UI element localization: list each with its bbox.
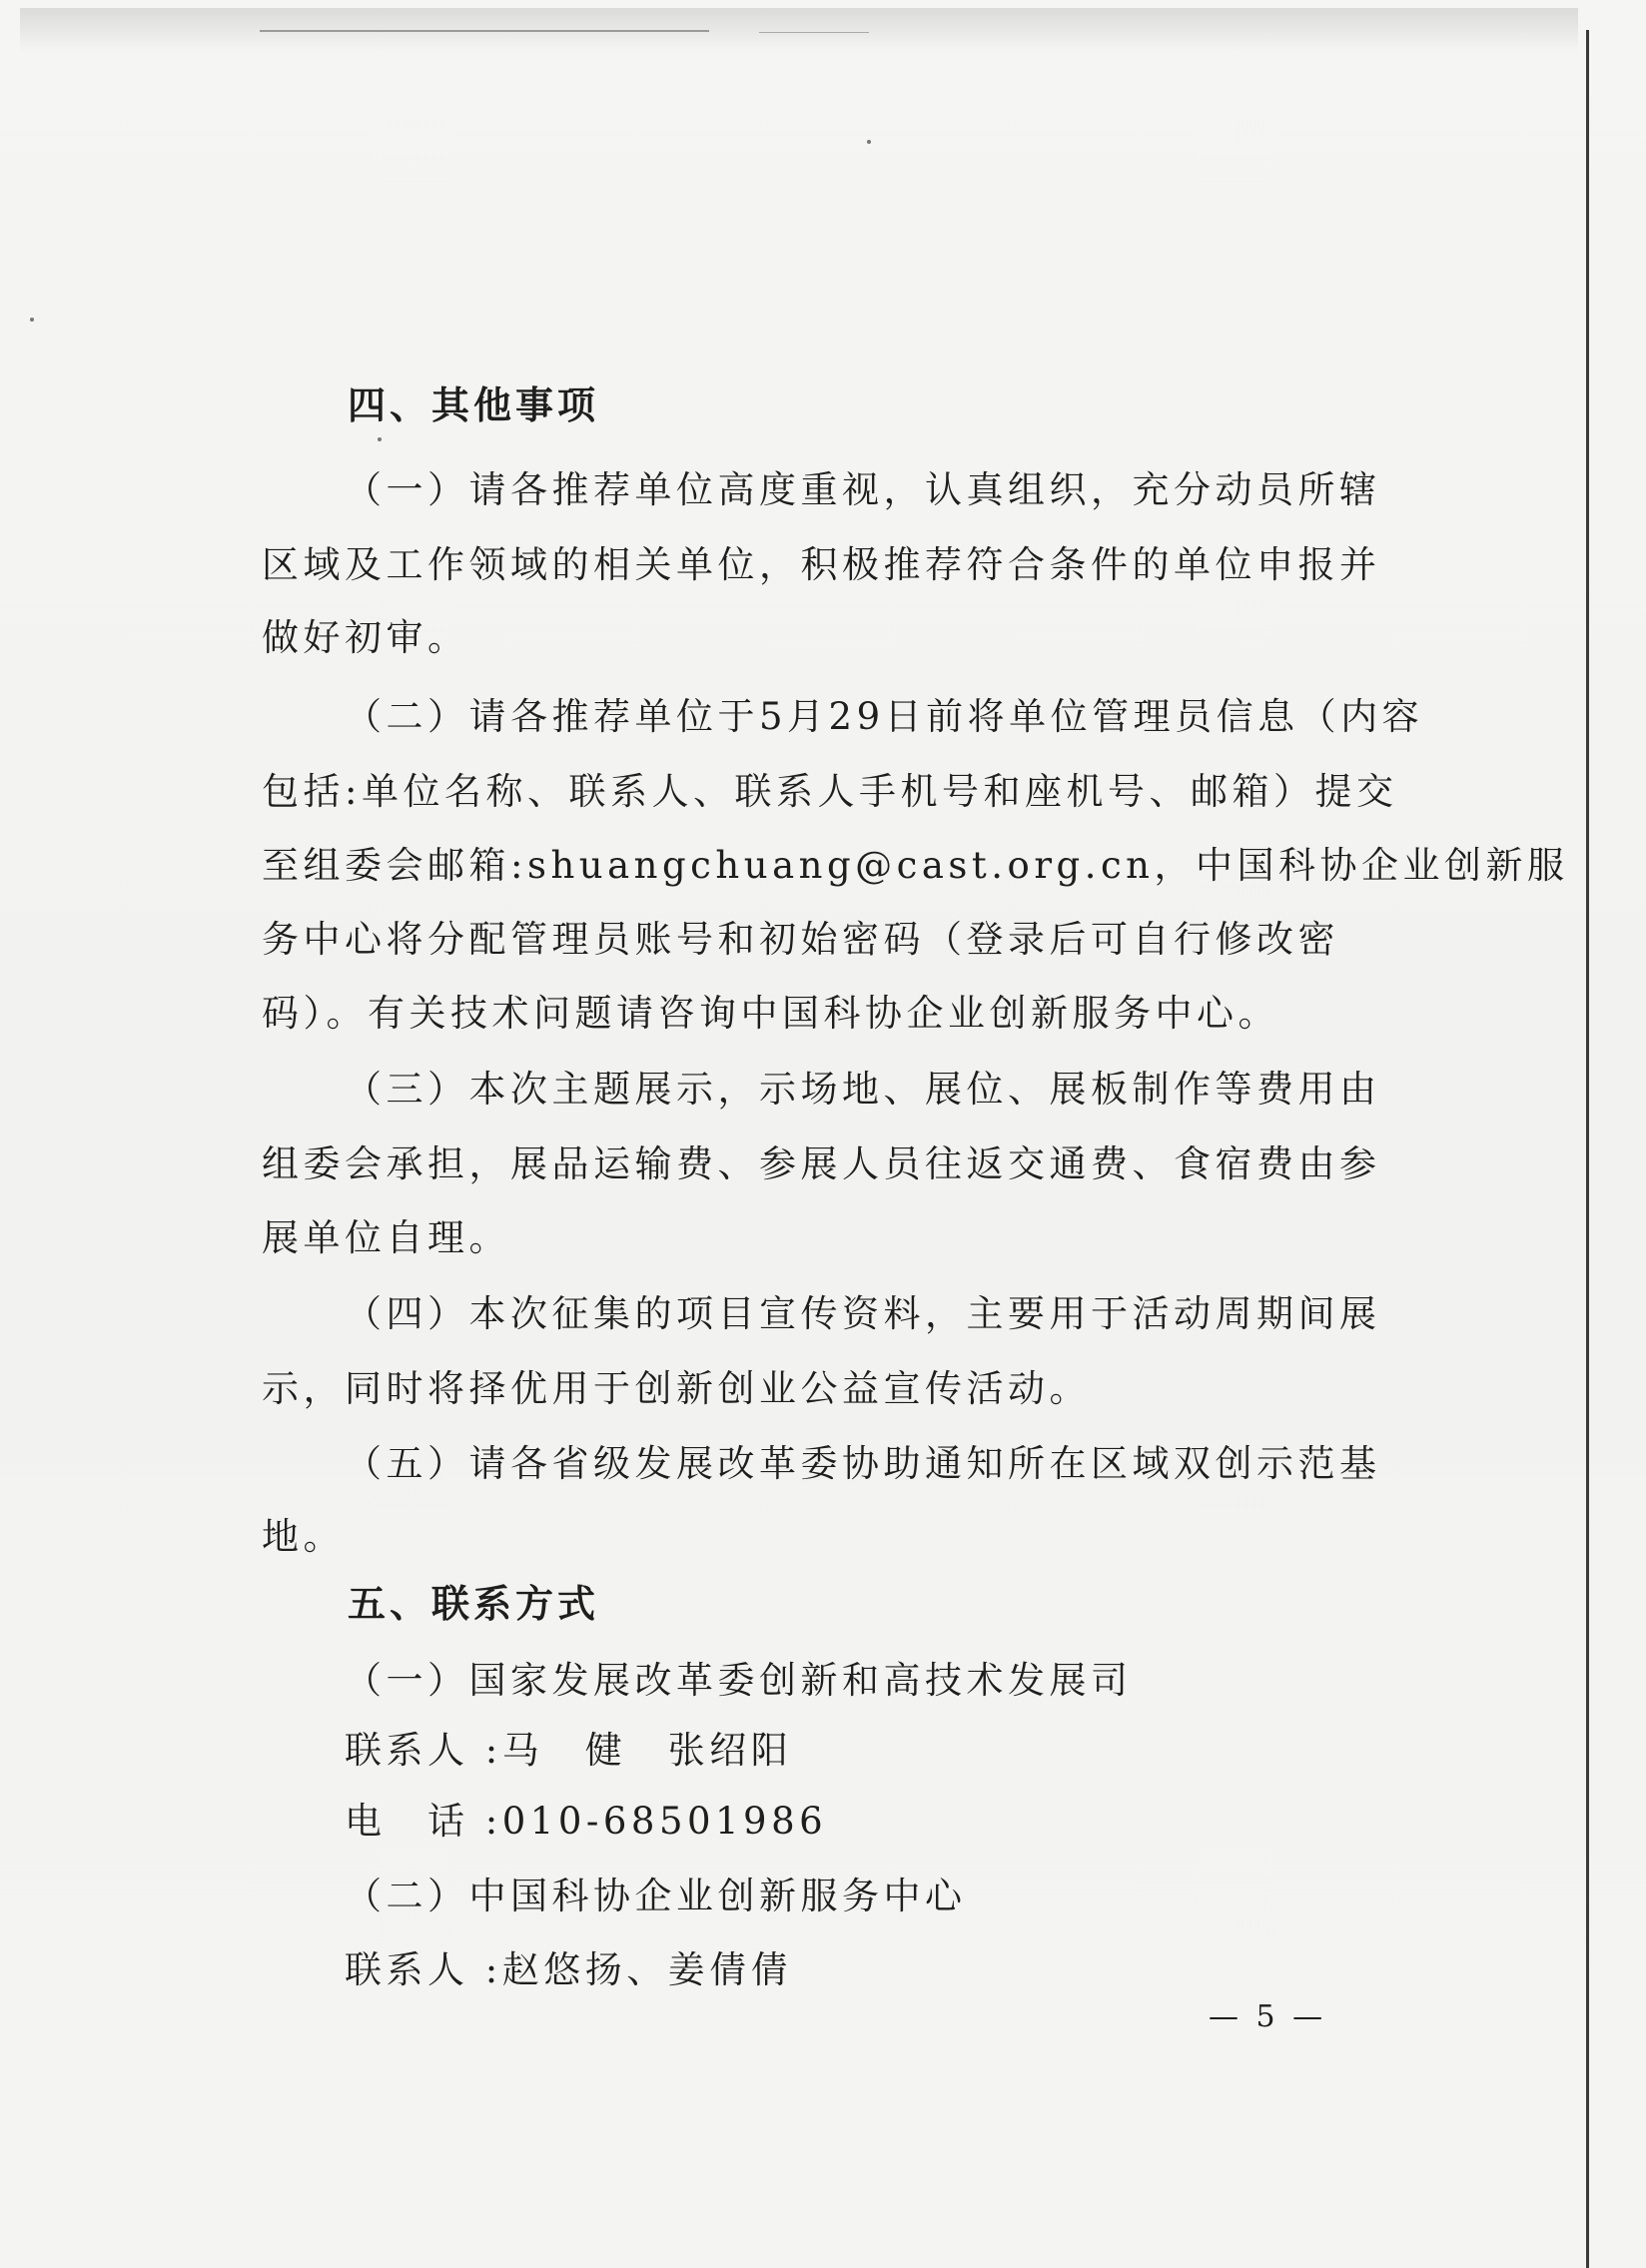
paragraph-line: 区域及工作领域的相关单位，积极推荐符合条件的单位申报并 [262,543,1381,586]
scan-top-line [759,32,869,33]
paragraph-line: （一）请各推荐单位高度重视，认真组织，充分动员所辖 [345,468,1381,511]
scan-top-line [260,30,709,32]
scan-speck [30,318,34,322]
contact-phone-label: 电 话 : [345,1800,502,1843]
paragraph-line: 展单位自理。 [262,1216,510,1259]
contact-phone [345,1791,827,1845]
section-heading: 四、其他事项 [348,382,600,427]
contact-org: （二）中国科协企业创新服务中心 [345,1875,967,1917]
section-heading: 五、联系方式 [348,1581,600,1626]
paragraph-line: （五）请各省级发展改革委协助通知所在区域双创示范基 [345,1442,1381,1485]
contact-person-label: 联系人 : [345,1948,502,1991]
paragraph-line: 示，同时将择优用于创新创业公益宣传活动。 [262,1367,1091,1410]
contact-person [345,1939,792,1993]
contact-person [345,1720,792,1774]
paragraph-line: （二）请各推荐单位于5月29日前将单位管理员信息（内容 [345,695,1424,738]
contact-person-value: 赵悠扬、姜倩倩 [501,1948,793,1991]
scan-top-shadow [20,8,1578,52]
scan-right-edge [1586,30,1589,2268]
paragraph-line: 做好初审。 [262,616,469,659]
paragraph-line: （四）本次征集的项目宣传资料，主要用于活动周期间展 [345,1292,1381,1335]
paragraph-line: 包括:单位名称、联系人、联系人手机号和座机号、邮箱）提交 [262,770,1398,813]
scan-speck [378,437,382,441]
contact-person-value: 马 健 张绍阳 [501,1729,793,1772]
scan-speck [867,140,871,144]
paragraph-line: 至组委会邮箱:shuangchuang@cast.org.cn，中国科协企业创新服 [262,844,1569,887]
contact-phone-value: 010-68501986 [501,1800,828,1843]
page-number: — 5 — [1209,1999,1327,2034]
paragraph-line: 组委会承担，展品运输费、参展人员往返交通费、食宿费由参 [262,1142,1381,1185]
paragraph-line: 地。 [262,1515,345,1558]
contact-person-label: 联系人 : [345,1729,502,1772]
contact-org: （一）国家发展改革委创新和高技术发展司 [345,1659,1133,1702]
paragraph-line: 码）。有关技术问题请咨询中国科协企业创新服务中心。 [262,992,1279,1035]
paragraph-line: 务中心将分配管理员账号和初始密码（登录后可自行修改密 [262,918,1339,961]
paragraph-line: （三）本次主题展示，示场地、展位、展板制作等费用由 [345,1068,1381,1111]
